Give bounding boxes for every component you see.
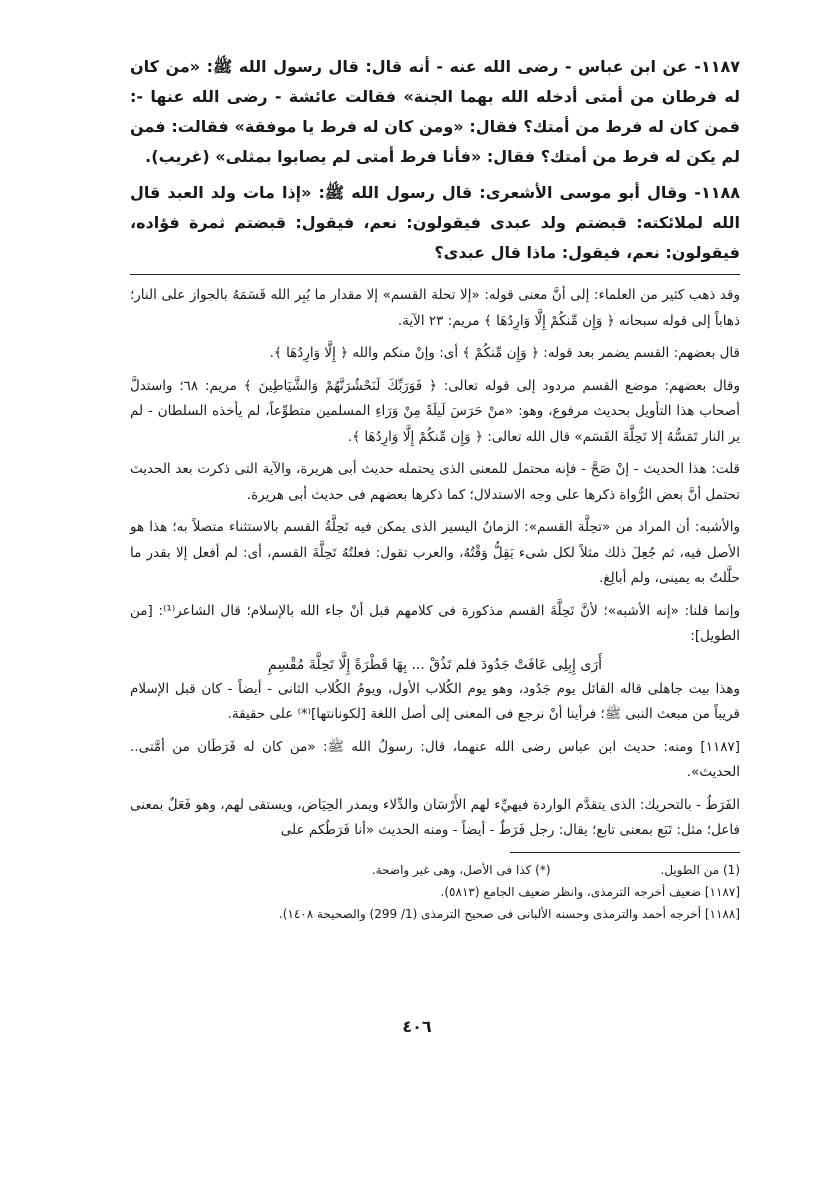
commentary-paragraph: قال بعضهم: القسم يضمر بعد قوله: ﴿ وَإِن مِّنكُمْ ﴾ أى: وإنْ منكم والله ﴿ إِلَّا وَارِدُهَا ﴾. — [269, 345, 740, 361]
poetry-verse: أَرَى إِبِلِى عَافَتْ جَدُودَ فلم تَذُقْ ... بِهَا قَطْرَةً إِلَّا تَحِلَّةَ مُقْسِمِ — [268, 656, 602, 673]
commentary-paragraph: وهذا بيت جاهلى قاله القائل يوم جَدُود، وهو يوم الكُلاب الأول، ويومُ الكُلاب الثانى - أيضاً - كان قبل الإسلام قريباً من مبعث النبى ﷺ؛ فرأينا أنْ نرجع فى المعنى إلى أصل اللغة [لكونانتها]⁽*⁾ على حقيقة. — [130, 680, 740, 722]
main-divider — [130, 274, 740, 275]
footnote-ref-1188: [١١٨٨] أخرجه أحمد والترمذى وحسنه الألبانى فى صحيح الترمذى (1/ 299) والصحيحة ١٤٠٨). — [278, 906, 740, 921]
commentary-paragraph: قلت: هذا الحديث - إنْ صَحَّ - فإنه محتمل للمعنى الذى يحتمله حديث أبى هريرة، والآية التى ذكرت بعد الحديث تحتمل أنَّ بعض الرُّواة ذكرها على وجه الاستدلال؛ كما ذكرها بعضهم فى حديث أبى هريرة. — [130, 461, 740, 503]
page-body — [130, 52, 740, 925]
hadith-1188: ١١٨٨- وقال أبو موسى الأشعرى: قال رسول الله ﷺ: «إذا مات ولد العبد قال الله لملائكته: قبضتم ولد عبدى فيقولون: نعم، فيقول: قبضتم ثمرة فؤاده، فيقولون: نعم، فيقول: ماذا قال عبدى؟ — [130, 183, 740, 262]
footnote-star: (*) كذا فى الأصل، وهى غير واضحة. — [371, 862, 551, 877]
commentary-paragraph: والأشبه: أن المراد من «تحِلَّة القسم»: الزمانُ اليسير الذى يمكن فيه تَحِلَّةُ القسم بالاستثناء متصلاً به؛ هذا هو الأصل فيه، ثم جُعِلَ ذلك مثلاً لكل شىء يَقِلُّ وَقْتُهُ، والعرب تقول: فعلتُهُ تَحِلَّةَ القسم، أى: لم أفعل إلا بقدر ما حلَّلتُ به يمينى، ولم أبالِغ. — [130, 519, 740, 586]
commentary — [130, 283, 740, 844]
hadith-1187: ١١٨٧- عن ابن عباس - رضى الله عنه - أنه قال: قال رسول الله ﷺ: «من كان له فرطان من أمتى أدخله الله بهما الجنة» فقالت عائشة - رضى الله عنها -: فمن كان له فرط من أمتك؟ فقال: «ومن كان له فرط يا موفقة» فقالت: فمن لم يكن له فرط من أمتك؟ فقال: «فأنا فرط أمتى لم يصابوا بمثلى» (غريب). — [130, 57, 740, 166]
commentary-paragraph: الفَرَطُ - بالتحريك: الذى يتقدَّم الواردة فيهيِّء لهم الأَرْسَان والدِّلاء ويمدر الحِيَاض، ويستقى لهم، وهو فَعَلٌ بمعنى فاعل؛ مثل: تَبَع بمعنى تابع؛ يقال: رجل فَرَطٌ - أيضاً - ومنه الحديث «أنا فَرَطُكم على — [130, 796, 740, 838]
footnote-ref-1187: [١١٨٧] ضعيف أخرجه الترمذى، وانظر ضعيف الجامع (٥٨١٣). — [440, 884, 740, 899]
footnotes — [130, 859, 740, 925]
commentary-paragraph: وقال بعضهم: موضع القسم مردود إلى قوله تعالى: ﴿ فَوَرَبِّكَ لَنَحْشُرَنَّهُمْ وَالشَّيَاطِينَ ﴾ مريم: ٦٨؛ واستدلَّ أصحاب هذا التأويل بحديث مرفوع، وهو: «منْ حَرَسَ لَيلَةً مِنْ وَرَاءِ المسلمين متطوِّعاً، لم يأخذه السلطان - لم ير النار تَمَسُّهُ إلا تَحِلَّةَ القَسَم» قال الله تعالى: ﴿ وَإِن مِّنكُمْ إِلَّا وَارِدُهَا ﴾. — [130, 377, 740, 445]
footnote-1: (1) من الطويل. — [660, 862, 740, 877]
commentary-paragraph: وإنما قلنا: «إنه الأشبه»؛ لأنَّ تَحِلَّةَ القسم مذكورة فى كلامهم قبل أنْ جاء الله بالإسلام؛ قال الشاعر⁽¹⁾: [من الطويل]: — [130, 602, 740, 644]
commentary-paragraph: وقد ذهب كثير من العلماء: إلى أنَّ معنى قوله: «إلا تحلة القسم» إلا مقدار ما يُبِر الله قَسَمَهُ بالجواز على النار؛ ذهاباً إلى قوله سبحانه ﴿ وَإِن مِّنكُمْ إِلَّا وَارِدُهَا ﴾ مريم: ٢٣ الآية. — [130, 287, 740, 329]
page-number: ٤٠٦ — [402, 1017, 432, 1036]
commentary-paragraph: [١١٨٧] ومنه: حديث ابن عباس رضى الله عنهما، قال: رسولُ الله ﷺ: «من كان له فَرَطَان من أمَّتى.. الحديث». — [130, 738, 740, 780]
footnote-divider — [510, 852, 740, 853]
